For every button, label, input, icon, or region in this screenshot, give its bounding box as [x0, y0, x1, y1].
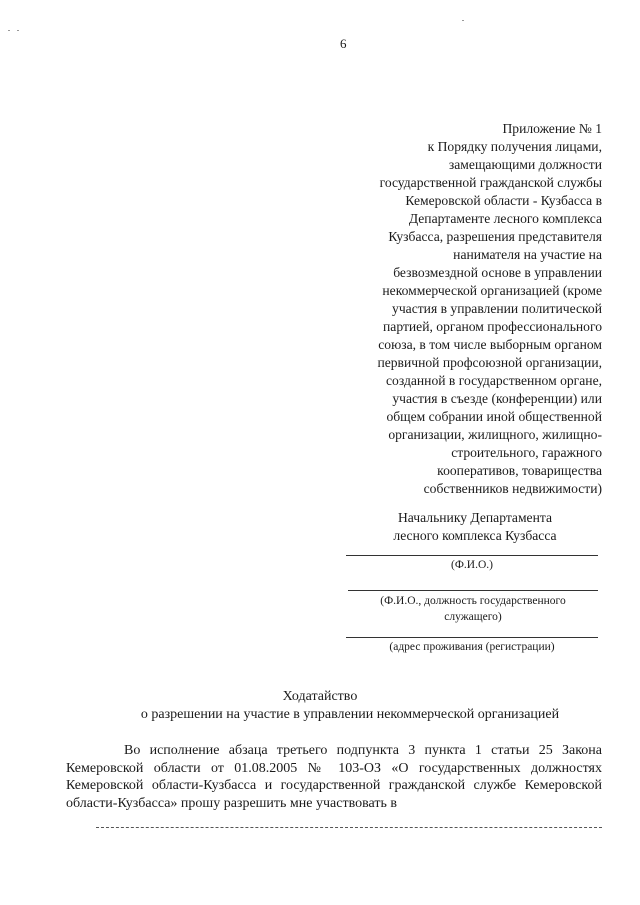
appendix-line: некоммерческой организацией (кроме	[382, 283, 602, 298]
position-caption-line: (Ф.И.О., должность государственного	[380, 595, 566, 607]
appendix-line: кооперативов, товарищества	[437, 463, 602, 478]
appendix-line: Департаменте лесного комплекса	[408, 211, 602, 226]
appendix-line: первичной профсоюзной организации,	[377, 355, 602, 370]
position-blank-line	[348, 590, 598, 591]
scan-speck	[8, 30, 10, 31]
appendix-line: Кемеровской области - Кузбасса в	[405, 193, 602, 208]
appendix-line: организации, жилищного, жилищно-	[388, 427, 602, 442]
appendix-line: Кузбасса, разрешения представителя	[388, 229, 602, 244]
appendix-line: участия в управлении политической	[392, 301, 602, 316]
appendix-line: партией, органом профессионального	[383, 319, 602, 334]
fio-caption: (Ф.И.О.)	[451, 559, 493, 571]
appendix-line: созданной в государственном органе,	[386, 373, 602, 388]
address-blank-line	[346, 637, 598, 638]
appendix-header	[340, 120, 602, 498]
appendix-line: государственной гражданской службы	[379, 175, 602, 190]
addressee-block	[330, 509, 620, 545]
appendix-line: к Порядку получения лицами,	[427, 139, 602, 154]
appendix-line: строительного, гаражного	[451, 445, 602, 460]
appendix-line: участия в съезде (конференции) или	[392, 391, 602, 406]
appendix-line: безвозмездной основе в управлении	[393, 265, 602, 280]
appendix-line: собственников недвижимости)	[423, 481, 602, 496]
addressee-line: лесного комплекса Кузбасса	[393, 528, 557, 543]
appendix-line: общем собрании иной общественной	[386, 409, 602, 424]
body-blank-line	[96, 827, 602, 828]
appendix-line: нанимателя на участие на	[453, 247, 602, 262]
appendix-line: союза, в том числе выборным органом	[378, 337, 602, 352]
appendix-line: Приложение № 1	[502, 121, 602, 136]
appendix-line: замещающими должности	[448, 157, 602, 172]
position-caption-line: служащего)	[444, 611, 502, 623]
petition-body: Во исполнение абзаца третьего подпункта 3 пункта 1 статьи 25 Закона Кемеровской области от 01.08.2005 № 103-ОЗ «О государственных должностях Кемеровской области-Кузбасса и государственной гражданской службе Кемеровской области-Кузбасса» прошу разрешить мне участвовать в	[66, 743, 602, 811]
scan-speck	[17, 30, 19, 31]
page-number: 6	[340, 36, 347, 51]
petition-subtitle: о разрешении на участие в управлении некоммерческой организацией	[140, 707, 560, 722]
position-caption	[346, 593, 600, 625]
fio-blank-line	[346, 555, 598, 556]
addressee-line: Начальнику Департамента	[397, 510, 553, 525]
scan-speck	[462, 20, 464, 21]
address-caption: (адрес проживания (регистрации)	[389, 641, 555, 653]
petition-title: Ходатайство	[282, 689, 358, 704]
